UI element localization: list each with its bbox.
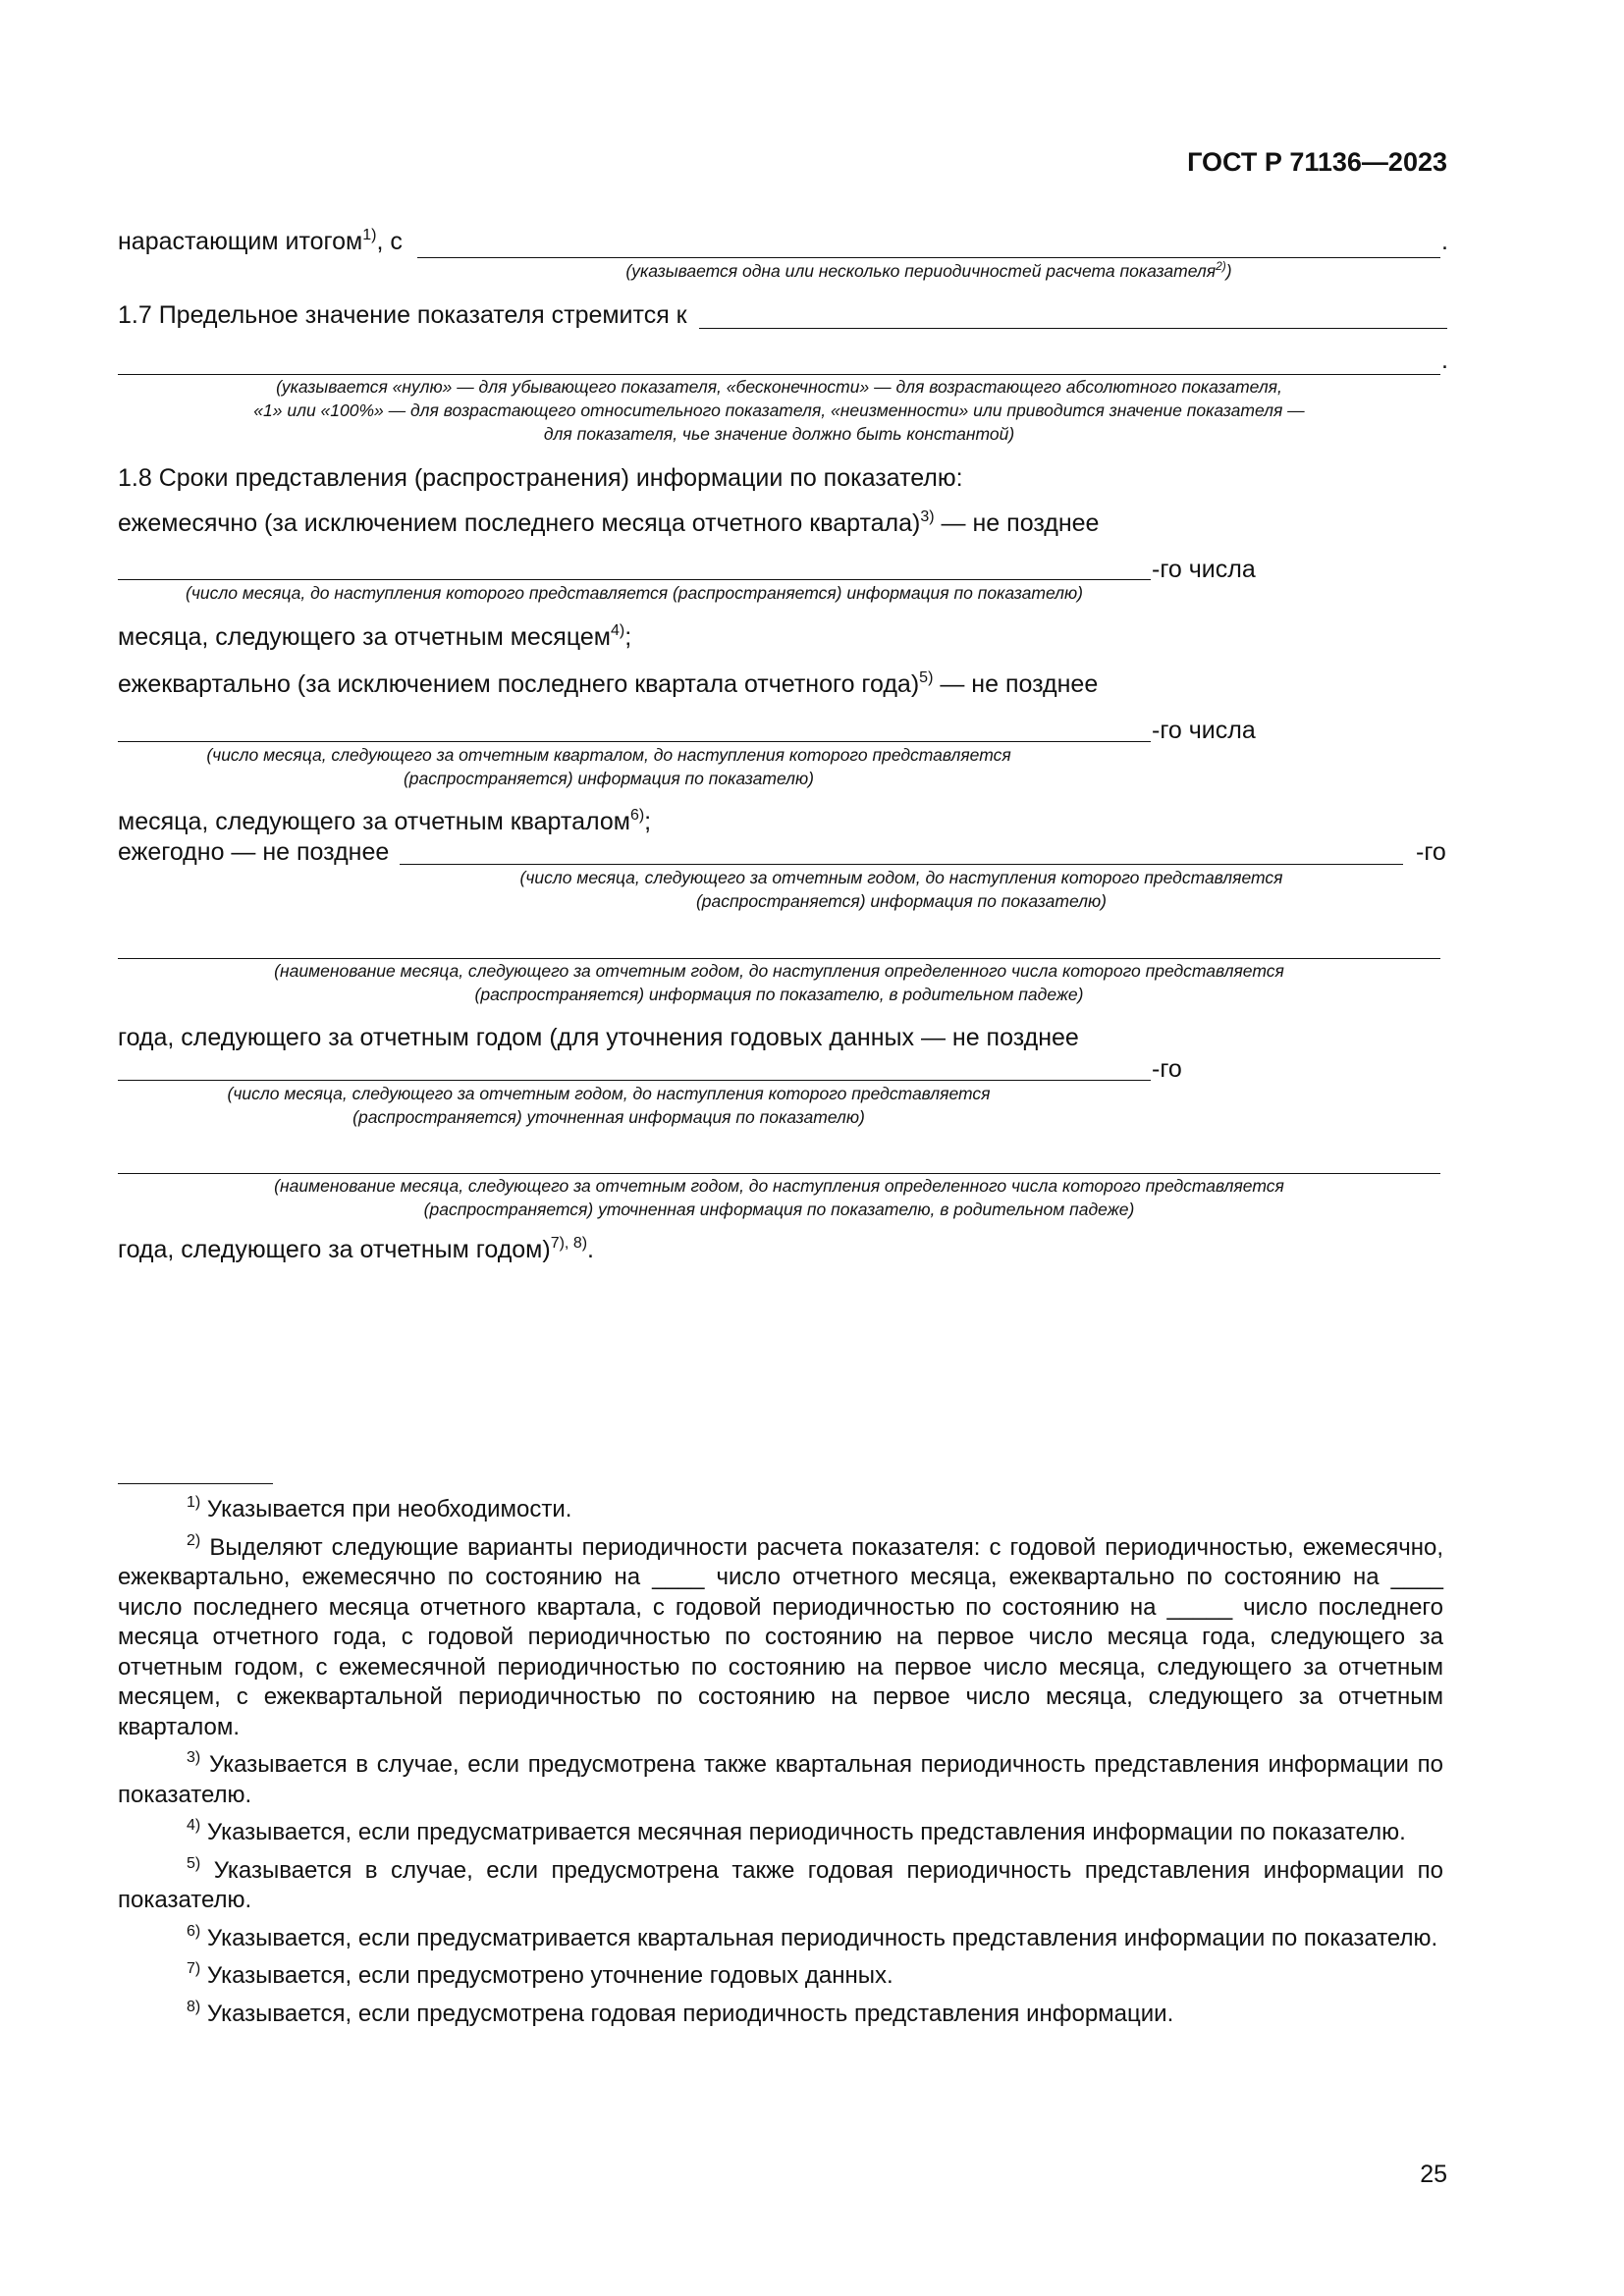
field-hint: (число месяца, следующего за отчетным годом, до наступления которого представляется (распространяется) информация по показателю) (519, 868, 1283, 911)
form-line-year-after: года, следующего за отчетным годом (для уточнения годовых данных — не позднее (118, 1024, 1079, 1051)
form-line-end: . (1441, 228, 1448, 255)
document-id: ГОСТ Р 71136—2023 (1187, 147, 1447, 177)
form-line-quarter-after: месяца, следующего за отчетным кварталом$^{6)}$; (118, 807, 652, 835)
blank-line (118, 741, 1151, 742)
form-line-end: . (1441, 347, 1448, 374)
footnote: $^{6)}$ Указывается, если предусматривается квартальная периодичность представления информации по показателю. (187, 1922, 1438, 1951)
blank-line (118, 1080, 1151, 1081)
footnote: $^{1)}$ Указывается при необходимости. (187, 1494, 572, 1522)
footnote: $^{2)}$ Выделяют следующие варианты периодичности расчета показателя: с годовой периодичностью, ежемесячно, ежеквартально, ежемесячно по состоянию на ____ число отчетного месяца, ежеквартально по состоянию на ____ число последнего месяца отчетного квартала, с годовой периодичностью по состоянию на _____ число последнего месяца отчетного года, с годовой периодичностью по состоянию на первое число месяца года, следующего за отчетным годом, с ежемесячной периодичностью по состоянию на первое число месяца, следующего за отчетным месяцем, с ежеквартальной периодичностью по состоянию на первое число месяца, следующего за отчетным кварталом. (118, 1531, 1444, 1740)
blank-line (699, 328, 1447, 329)
form-line-end: -го числа (1152, 556, 1256, 583)
form-line-monthly: ежемесячно (за исключением последнего месяца отчетного квартала)$^{3)}$ — не позднее (118, 508, 1100, 537)
form-line-end: -го (1416, 838, 1446, 866)
form-line-month-after: месяца, следующего за отчетным месяцем$^{4)}$; (118, 622, 632, 651)
blank-line (400, 864, 1403, 865)
field-hint: (число месяца, до наступления которого представляется (распространяется) информация по показателю) (186, 583, 1083, 603)
section-1-7-label: 1.7 Предельное значение показателя стремится к (118, 301, 687, 329)
form-line-end: -го числа (1152, 717, 1256, 744)
form-line-cumulative: нарастающим итогом$^{1)}$, с (118, 227, 403, 255)
field-hint: (указывается одна или несколько периодичностей расчета показателя$^{2)}$) (625, 259, 1232, 281)
form-line-yearly: ежегодно — не позднее (118, 838, 390, 866)
field-hint: (наименование месяца, следующего за отчетным годом, до наступления определенного числа которого представляется (распространяется) информация по показателю, в родительном падеже) (274, 961, 1284, 1004)
footnote: $^{8)}$ Указывается, если предусмотрена годовая периодичность представления информации. (187, 1998, 1174, 2027)
field-hint: (наименование месяца, следующего за отчетным годом, до наступления определенного числа которого представляется (распространяется) уточненная информация по показателю, в родительном падеже) (274, 1176, 1284, 1219)
footnote-separator (118, 1483, 273, 1484)
footnote: $^{4)}$ Указывается, если предусматривается месячная периодичность представления информации по показателю. (187, 1817, 1406, 1845)
blank-line (118, 579, 1151, 580)
field-hint: (число месяца, следующего за отчетным кварталом, до наступления которого представляется (распространяется) информация по показателю) (206, 745, 1011, 788)
footnote: $^{3)}$ Указывается в случае, если предусмотрена также квартальная периодичность представления информации по показателю. (118, 1749, 1443, 1808)
field-hint: (указывается «нулю» — для убывающего показателя, «бесконечности» — для возрастающего абсолютного показателя, «1» или «100%» — для возрастающего относительного показателя, «неизменности» или приводится значение показателя — для показателя, чье значение должно быть константой) (253, 377, 1305, 444)
footnotes (118, 1495, 1443, 2037)
form-line-end: -го (1152, 1055, 1182, 1083)
footnote: $^{5)}$ Указывается в случае, если предусмотрена также годовая периодичность представления информации по показателю. (118, 1854, 1443, 1913)
page-number: 25 (1420, 2161, 1447, 2188)
field-hint: (число месяца, следующего за отчетным годом, до наступления которого представляется (распространяется) уточненная информация по показателю) (227, 1084, 991, 1127)
form-line-quarterly: ежеквартально (за исключением последнего квартала отчетного года)$^{5)}$ — не позднее (118, 669, 1099, 698)
form-line-final: года, следующего за отчетным годом)$^{7), 8)}$. (118, 1235, 594, 1263)
footnote: $^{7)}$ Указывается, если предусмотрено уточнение годовых данных. (187, 1960, 893, 1989)
blank-line (417, 257, 1440, 258)
section-1-8-label: 1.8 Сроки представления (распространения) информации по показателю: (118, 464, 963, 492)
